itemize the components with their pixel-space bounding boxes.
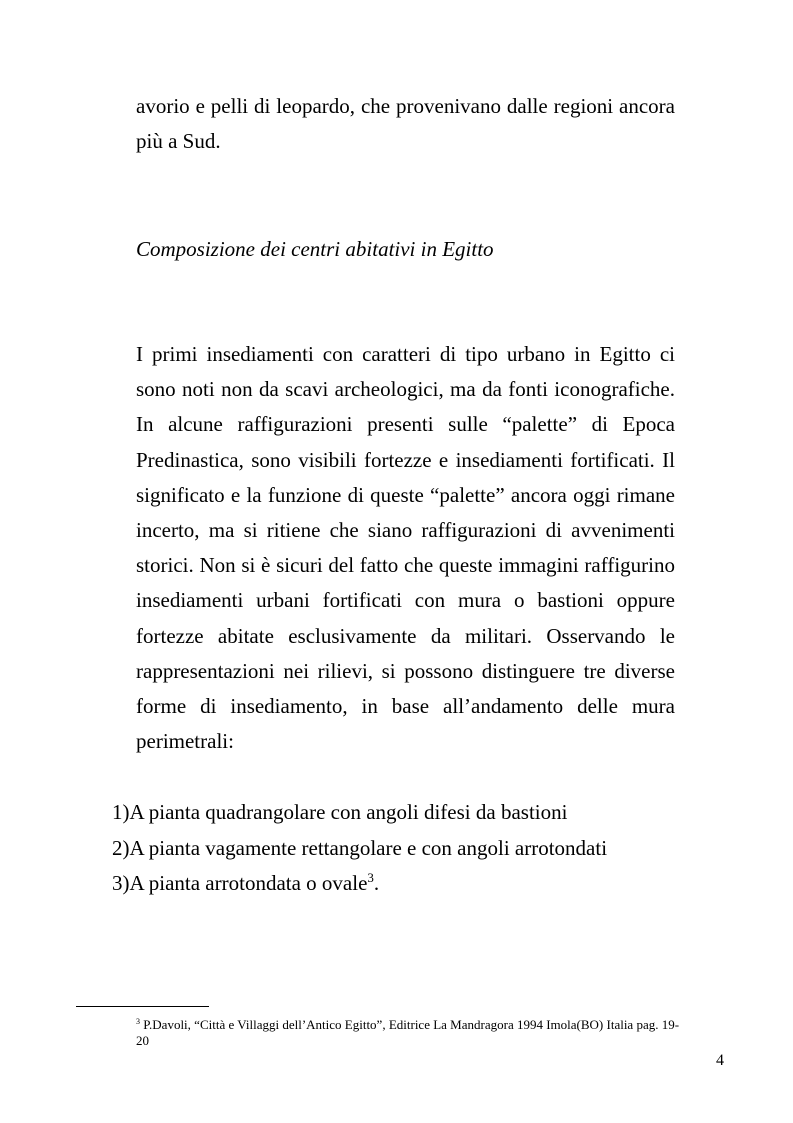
main-paragraph: I primi insediamenti con caratteri di tipo urbano in Egitto ci sono noti non da scavi archeologici, ma da fonti iconografiche. In alcune raffigurazioni presenti sulle “palette” di Epoca Predinastica, sono visibili fortezze e insediamenti fortificati. Il significato e la funzione di queste “palette” ancora oggi rimane incerto, ma si ritiene che siano raffigurazioni di avvenimenti storici. Non si è sicuri del fatto che queste immagini raffigurino insediamenti urbani fortificati con mura o bastioni oppure fortezze abitate esclusivamente da militari. Osservando le rappresentazioni nei rilievi, si possono distinguere tre diverse forme di insediamento, in base all’andamento delle mura perimetrali:: [136, 342, 675, 754]
intro-paragraph: avorio e pelli di leopardo, che provenivano dalle regioni ancora più a Sud.: [136, 94, 675, 154]
page-number: 4: [716, 1052, 724, 1069]
settlement-forms-list: [112, 795, 607, 902]
footnote-separator: [76, 1006, 209, 1007]
list-item-text: 1)A pianta quadrangolare con angoli difesi da bastioni: [112, 800, 568, 824]
footnote-text: P.Davoli, “Città e Villaggi dell’Antico Egitto”, Editrice La Mandragora 1994 Imola(BO) Italia pag. 19-20: [136, 1017, 680, 1048]
list-item: [112, 831, 607, 867]
footnote-reference[interactable]: 3: [367, 870, 374, 885]
list-item-text: 2)A pianta vagamente rettangolare e con angoli arrotondati: [112, 835, 608, 860]
list-item-end-punctuation: .: [373, 871, 380, 895]
list-item-text: 3)A pianta arrotondata o ovale: [112, 871, 368, 895]
footnote-marker: 3: [136, 1017, 140, 1026]
section-heading: Composizione dei centri abitativi in Egitto: [136, 237, 494, 261]
list-item: [112, 866, 607, 902]
footnote: [136, 1017, 681, 1049]
list-item: [112, 795, 607, 831]
